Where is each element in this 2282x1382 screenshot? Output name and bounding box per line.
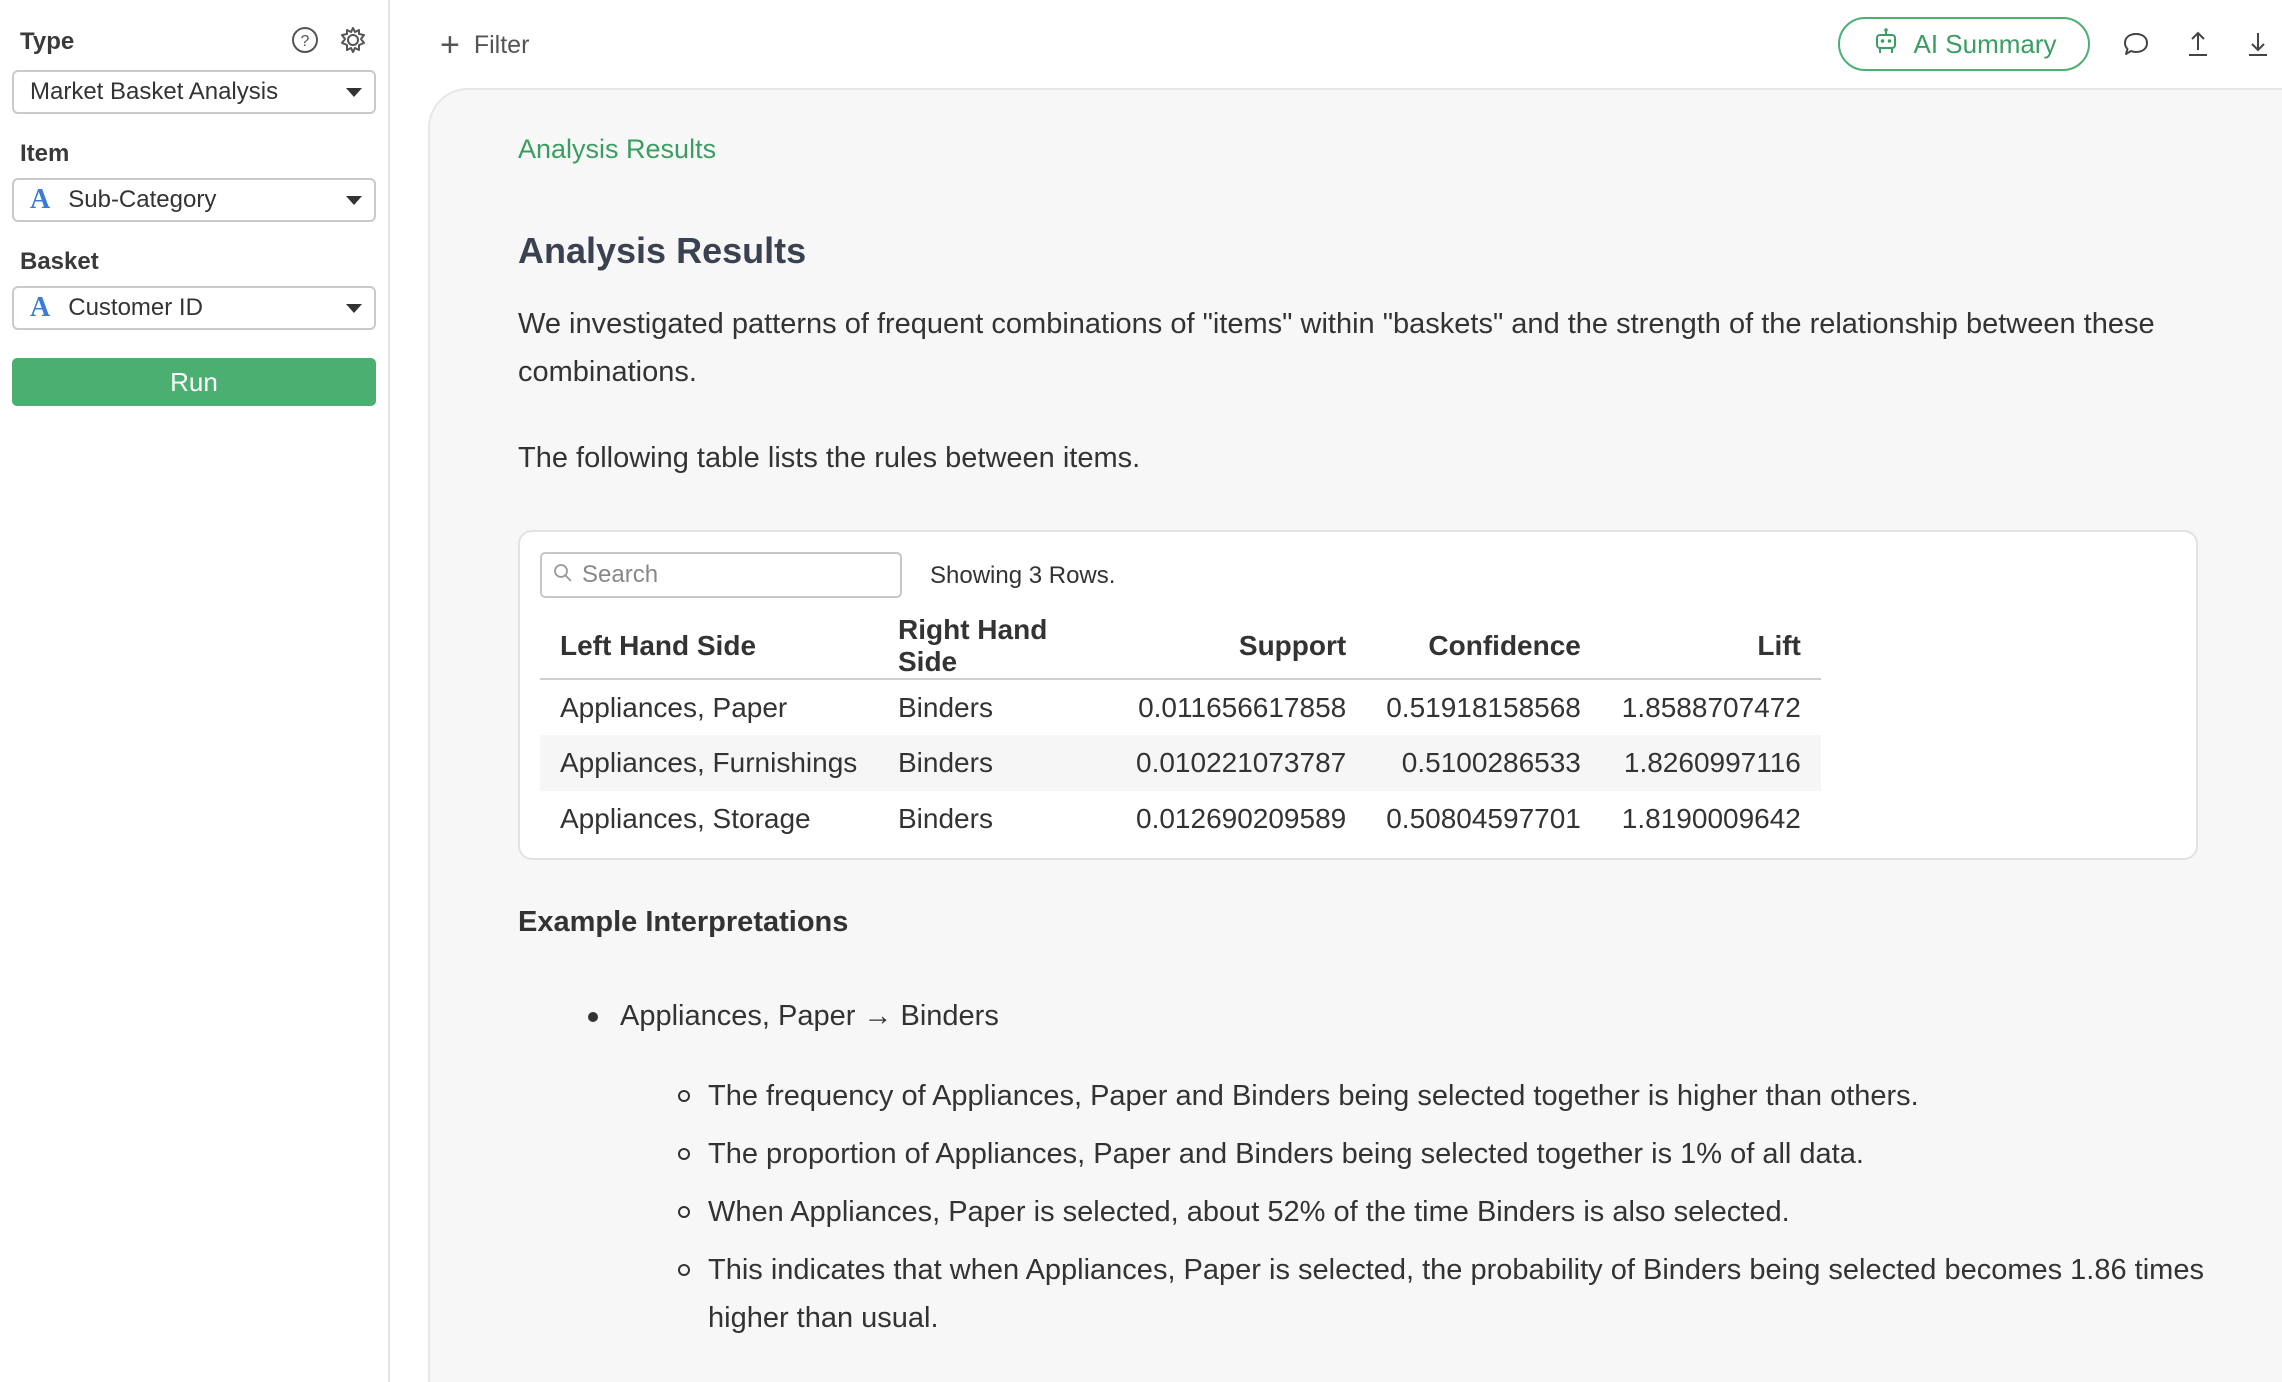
bullet-circle [678,1264,690,1276]
table-cell: Appliances, Furnishings [540,735,878,791]
type-select-value: Market Basket Analysis [30,78,279,105]
column-header[interactable]: Support [1116,614,1366,679]
table-cell: 0.010221073787 [1116,735,1366,791]
list-item [678,1188,2238,1236]
robot-icon [1871,26,1901,63]
run-button[interactable]: Run [12,358,376,406]
bullet-circle [678,1206,690,1218]
search-box[interactable] [540,552,902,598]
table-cell: 1.8190009642 [1621,803,1801,834]
row-count: Showing 3 Rows. [930,562,1116,589]
table-row [540,791,1821,847]
text-column-icon: A [30,292,51,323]
table-row [540,679,1821,735]
rules-table [540,614,1821,847]
rules-table-card [518,530,2198,860]
plus-icon: + [440,26,460,64]
column-header[interactable]: Left Hand Side [540,614,878,679]
table-cell: Appliances, Paper [560,691,788,723]
table-header-row [540,614,1821,679]
page-title: Analysis Results [518,230,807,271]
bullet-circle [678,1148,690,1160]
gear-icon[interactable] [338,25,368,60]
list-item [678,1246,2238,1342]
table-cell: 0.011656617858 [1138,691,1347,723]
example-interpretations-heading: Example Interpretations [518,906,849,938]
svg-text:?: ? [300,32,310,50]
column-header[interactable]: Confidence [1366,614,1601,679]
ai-summary-label: AI Summary [1913,28,2057,59]
table-cell: Appliances, Storage [560,803,811,834]
bullet-circle [678,1090,690,1102]
chevron-down-icon [346,304,362,313]
filter-label: Filter [473,30,530,59]
table-cell: 0.012690209589 [1136,803,1347,834]
table-intro-text: The following table lists the rules between items. [518,442,1141,474]
chevron-down-icon [346,196,362,205]
basket-select[interactable] [12,286,376,330]
item-select-value: Sub-Category [68,186,217,213]
top-toolbar [392,0,2282,88]
item-label: Item [20,140,70,167]
help-icon[interactable] [290,25,320,60]
search-icon [552,562,574,589]
item-select[interactable] [12,178,376,222]
upload-icon[interactable] [2182,28,2214,60]
type-label: Type [20,28,75,55]
table-cell: Binders [898,803,993,834]
search-input[interactable] [582,561,882,589]
list-item-text: The frequency of Appliances, Paper and Binders being selected together is higher than others. [708,1080,1919,1112]
type-select[interactable] [12,70,376,114]
bullet-dot [588,1012,598,1022]
list-item-text: This indicates that when Appliances, Paper is selected, the probability of Binders being selected becomes 1.86 times higher than usual. [708,1254,2204,1334]
table-cell: 0.50804597701 [1386,803,1581,834]
table-cell: 0.51918158568 [1386,691,1581,723]
list-item [678,1072,2238,1120]
example-rule-text: Appliances, Paper → Binders [620,1000,999,1032]
list-item [678,1130,2238,1178]
intro-text: We investigated patterns of frequent combinations of "items" within "baskets" and the strength of the relationship between these combinations. [518,308,2155,388]
list-item-text: When Appliances, Paper is selected, about 52% of the time Binders is also selected. [708,1196,1790,1228]
table-row [540,735,1821,791]
sidebar [0,0,390,1382]
table-cell: Binders [898,691,993,723]
chevron-down-icon [346,88,362,97]
table-cell: 1.8260997116 [1601,735,1821,791]
interpretation-list [678,1072,2238,1352]
basket-label: Basket [20,248,99,275]
filter-button[interactable] [440,28,529,62]
download-icon[interactable] [2242,28,2274,60]
list-item-text: The proportion of Appliances, Paper and Binders being selected together is 1% of all data. [708,1138,1864,1170]
column-header[interactable]: Right Hand Side [878,614,1116,679]
table-cell: Binders [878,735,1116,791]
analysis-content-panel [428,88,2282,1382]
column-header[interactable]: Lift [1601,614,1821,679]
table-cell: 0.5100286533 [1366,735,1601,791]
example-rule-item [588,1000,999,1033]
ai-summary-button[interactable] [1838,17,2090,71]
type-label-row [12,20,376,64]
comment-icon[interactable] [2120,28,2152,60]
basket-select-value: Customer ID [68,294,203,321]
text-column-icon: A [30,184,51,215]
breadcrumb[interactable]: Analysis Results [518,134,717,164]
table-cell: 1.8588707472 [1621,691,1801,723]
